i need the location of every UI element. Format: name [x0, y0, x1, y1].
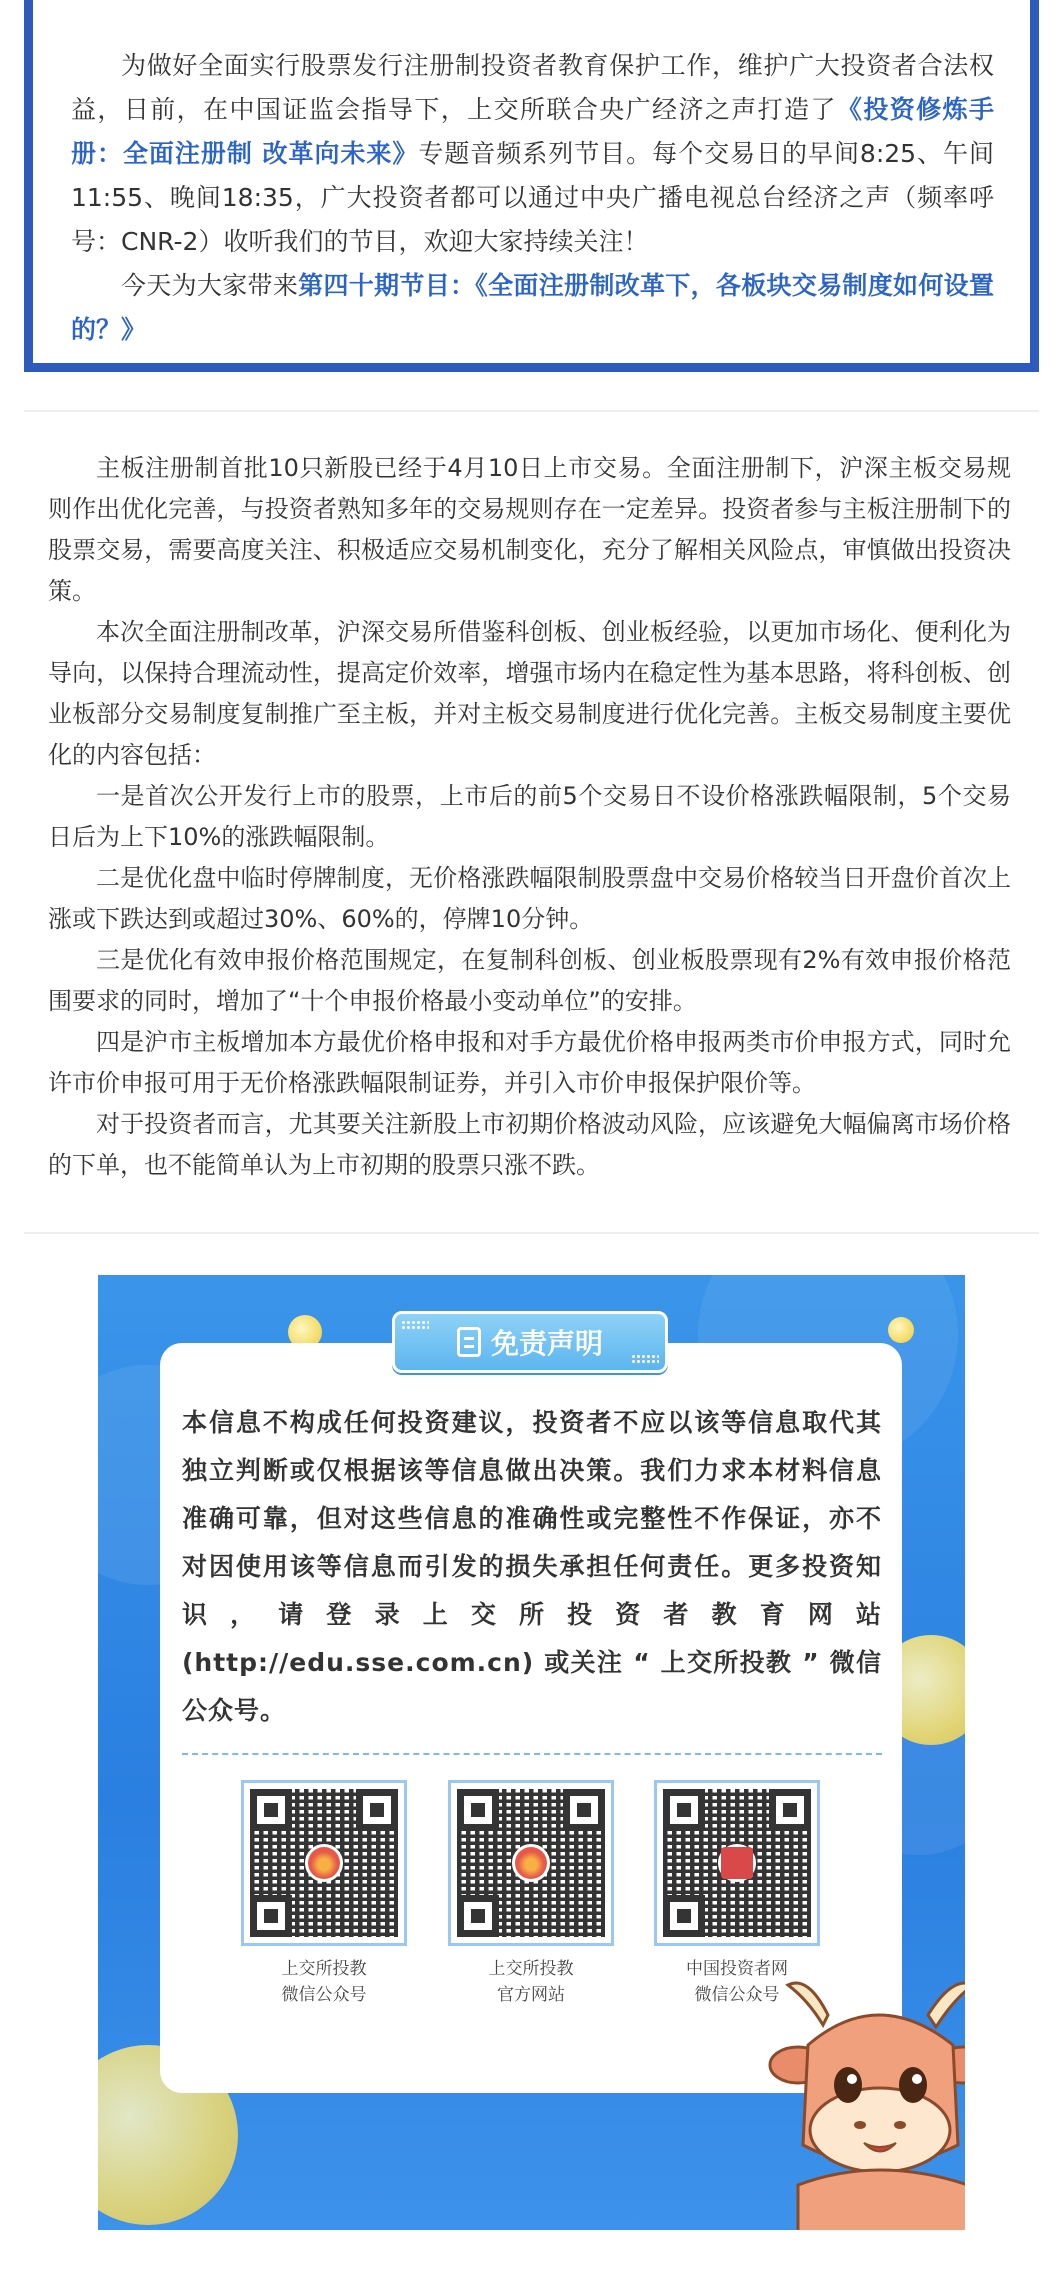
qr-card-sse-website: [445, 1780, 617, 2008]
intro-text: 为做好全面实行股票发行注册制投资者教育保护工作，维护广大投资者合法权益，日前，在中国证监会指导下，上交所联合央广经济之声打造了: [71, 51, 994, 124]
qr-caption: 上交所投教 微信公众号: [281, 1959, 367, 2005]
article-paragraph: 对于投资者而言，尤其要关注新股上市初期价格波动风险，应该避免大幅偏离市场价格的下单，也不能简单认为上市初期的股票只涨不跌。: [48, 1110, 1011, 1179]
intro-paragraph: [71, 44, 994, 264]
article-paragraph: 一是首次公开发行上市的股票，上市后的前5个交易日不设价格涨跌幅限制，5个交易日后为上下10%的涨跌幅限制。: [48, 782, 1011, 851]
episode-lead: 今天为大家带来: [121, 271, 299, 300]
sse-logo-icon: [305, 1844, 343, 1882]
disclaimer-text: 本信息不构成任何投资建议，投资者不应以该等信息取代其独立判断或仅根据该等信息做出决策。我们力求本材料信息准确可靠，但对这些信息的准确性或完整性不作保证，亦不对因使用该等信息而引发的损失承担任何责任。更多投资知识，请登录上交所投资者教育网站(http://edu.sse.com.cn) 或关注 “ 上交所投教 ” 微信公众号。: [182, 1408, 882, 1725]
program-title-link[interactable]: 《投资修炼手册：全面注册制 改革向未来》: [71, 95, 994, 168]
qr-card-sse-wechat: [238, 1780, 410, 2008]
intro-text-cont: 专题音频系列节目。每个交易日的早间8:25、午间11:55、晚间18:35，广大投资者都可以通过中央广播电视总台经济之声（频率呼号：CNR-2）收听我们的节目，欢迎大家持续关注！: [71, 139, 994, 256]
article-paragraph: 主板注册制首批10只新股已经于4月10日上市交易。全面注册制下，沪深主板交易规则作出优化完善，与投资者熟知多年的交易规则存在一定差异。投资者参与主板注册制下的股票交易，需要高度关注、积极适应交易机制变化，充分了解相关风险点，审慎做出投资决策。: [48, 454, 1011, 605]
disclaimer-poster: [98, 1275, 965, 2230]
article-body: [48, 448, 1011, 1186]
episode-title: 第四十期节目：《全面注册制改革下，各板块交易制度如何设置的？》: [71, 271, 994, 344]
disclaimer-title: 免责声明: [490, 1327, 603, 1360]
calf-mascot-icon: [768, 1955, 965, 2230]
dots-decor: [401, 1320, 429, 1330]
article-paragraph: 二是优化盘中临时停牌制度，无价格涨跌幅限制股票盘中交易价格较当日开盘价首次上涨或下跌达到或超过30%、60%的，停牌10分钟。: [48, 864, 1011, 933]
investor-net-logo-icon: [718, 1844, 756, 1882]
qr-caption: 中国投资者网 微信公众号: [686, 1959, 788, 2005]
article-paragraph: 本次全面注册制改革，沪深交易所借鉴科创板、创业板经验，以更加市场化、便利化为导向，以保持合理流动性，提高定价效率，增强市场内在稳定性为基本思路，将科创板、创业板部分交易制度复制推广至主板，并对主板交易制度进行优化完善。主板交易制度主要优化的内容包括：: [48, 618, 1011, 769]
article-paragraph: 四是沪市主板增加本方最优价格申报和对手方最优价格申报两类市价申报方式，同时允许市价申报可用于无价格涨跌幅限制证券，并引入市价申报保护限价等。: [48, 1028, 1011, 1097]
coin-decor: [888, 1317, 914, 1343]
article-paragraph: 三是优化有效申报价格范围规定，在复制科创板、创业板股票现有2%有效申报价格范围要求的同时，增加了“十个申报价格最小变动单位”的安排。: [48, 946, 1011, 1015]
intro-box: [24, 0, 1039, 372]
disclaimer-title-tag: [392, 1311, 668, 1373]
intro-episode-paragraph: [71, 264, 994, 352]
qr-caption: 上交所投教 官方网站: [488, 1959, 574, 2005]
document-icon: [457, 1327, 481, 1357]
qr-code: [448, 1780, 614, 1946]
sse-logo-icon: [512, 1844, 550, 1882]
qr-code: [241, 1780, 407, 1946]
dots-decor: [631, 1354, 659, 1364]
qr-code: [654, 1780, 820, 1946]
dashed-divider: [182, 1753, 882, 1755]
divider: [24, 1232, 1039, 1234]
divider: [24, 410, 1039, 412]
